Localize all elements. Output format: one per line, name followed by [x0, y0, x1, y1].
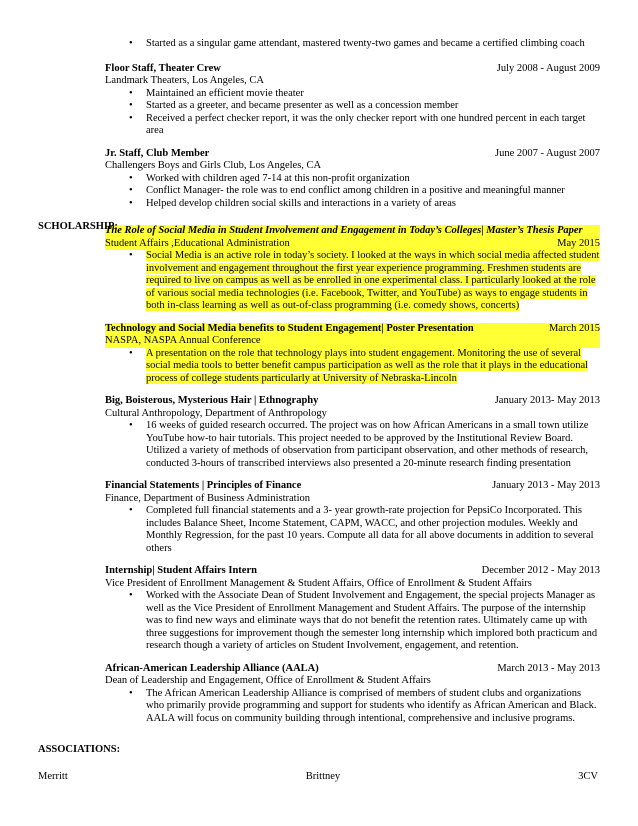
- list-item: • Started as a greeter, and became presenter as well as a concession member: [105, 100, 600, 113]
- entry-finance: [105, 480, 600, 555]
- entry-title: Financial Statements | Principles of Finance: [105, 480, 302, 491]
- entry-bullets: [105, 250, 600, 313]
- footer-last-name: Merritt: [38, 771, 68, 782]
- entry-bullets: [105, 505, 600, 555]
- entry-dates: May 2015: [557, 237, 600, 249]
- entry-org: Landmark Theaters, Los Angeles, CA: [105, 75, 265, 86]
- entry-jr-staff: [105, 148, 600, 211]
- footer-first-name: Brittney: [305, 771, 341, 782]
- highlighted-text: Social Media is an active role in today’s society. I looked at the ways in which social media affected student involvement and engagement throughout the first year experience programming. Freshmen students are required to live on campus as well as be enrolled in one experimental class. I particularly looked at the role of various social media technologies (i.e. Facebook, Twitter, and YouTube) as ways to engage students in both in-class learning as well as out-of-class programming (i.e. comedy shows, concerts): [146, 250, 600, 311]
- list-item: • 16 weeks of guided research occurred. The project was on how African Americans in a small town utilize YouTube how-to hair tutorials. This project needed to be approved by the Institutional Review Board. Utilized a variety of methods of observation from participant observation, and other methods of research, conducted 3-hours of transcribed interviews also presented a 20-minute research finding presentation: [105, 420, 600, 470]
- entry-org: NASPA, NASPA Annual Conference: [105, 335, 600, 348]
- entry-bullets: [105, 88, 600, 138]
- top-bullet-list: [105, 38, 600, 51]
- entry-org: Student Affairs ,Educational Administration: [105, 237, 290, 249]
- entry-org: Challengers Boys and Girls Club, Los Angeles, CA: [105, 160, 322, 171]
- entry-dates: June 2007 - August 2007: [495, 147, 600, 159]
- list-item: [105, 250, 600, 313]
- entry-bullets: [105, 590, 600, 653]
- page-footer: [38, 771, 598, 784]
- resume-body: [105, 38, 600, 735]
- entry-title: Jr. Staff, Club Member: [105, 147, 210, 159]
- entry-bullets: [105, 420, 600, 470]
- section-heading-associations: ASSOCIATIONS:: [38, 744, 121, 755]
- list-item: • Worked with the Associate Dean of Student Involvement and Engagement, the special projects Manager as well as the Vice President of Enrollment Management and Student Affairs. The purpose of the internship was to find new ways and eliminate ways that do not benefit the retention rates. Ultimately came up with three suggestions for improvement though the semester long internship which implored both practicum and research though a variety of articles on Student Involvement, engagement, and retention.: [105, 590, 600, 653]
- entry-org: Finance, Department of Business Administration: [105, 492, 311, 504]
- entry-title: The Role of Social Media in Student Involvement and Engagement in Today’s Colleges| Master’s Thesis Paper: [105, 225, 600, 238]
- list-item: • Helped develop children social skills and interactions in a variety of areas: [105, 198, 600, 211]
- entry-bullets: [105, 348, 600, 386]
- entry-thesis: [105, 225, 600, 313]
- entry-bullets: [105, 688, 600, 726]
- list-item: • Conflict Manager- the role was to end conflict among children in a positive and meaningful manner: [105, 185, 600, 198]
- list-item: • Completed full financial statements and a 3- year growth-rate projection for PepsiCo Incorporated. This includes Balance Sheet, Income Statement, CAPM, WACC, and other projection modules. Weekly and Monthly Regression, for the past 10 years. Compute all data for all above documents in addition to several others: [105, 505, 600, 555]
- list-item: • Received a perfect checker report, it was the only checker report with one hundred percent in each target area: [105, 113, 600, 138]
- section-heading-scholarship: SCHOLARSHIP:: [38, 221, 118, 232]
- entry-title: Big, Boisterous, Mysterious Hair | Ethnography: [105, 395, 319, 406]
- list-item: • The African American Leadership Alliance is comprised of members of student clubs and organizations who primarily provide programming and support for students who identify as African American and Black. AALA will focus on community building through intentional, comprehensive and inclusive programs.: [105, 688, 600, 726]
- entry-org: Vice President of Enrollment Management & Student Affairs, Office of Enrollment & Student Affairs: [105, 577, 532, 589]
- entry-internship: [105, 565, 600, 653]
- entry-title: Floor Staff, Theater Crew: [105, 62, 221, 74]
- entry-dates: March 2013 - May 2013: [497, 662, 600, 674]
- entry-dates: January 2013 - May 2013: [492, 480, 600, 491]
- highlighted-text: A presentation on the role that technology plays into student engagement. Monitoring the use of several social media tools to better benefit campus participation as well as the role that it plays in the educational process of college students particularly at University of Nebraska-Lincoln: [146, 347, 589, 384]
- entry-dates: March 2015: [548, 322, 600, 334]
- list-item: • Worked with children aged 7-14 at this non-profit organization: [105, 173, 600, 186]
- entry-hair-ethnography: [105, 395, 600, 470]
- entry-dates: December 2012 - May 2013: [481, 565, 600, 576]
- list-item: • Started as a singular game attendant, mastered twenty-two games and became a certified climbing coach: [105, 38, 600, 51]
- entry-dates: January 2013- May 2013: [494, 395, 600, 406]
- footer-page-label: 3CV: [578, 771, 598, 782]
- entry-title: Internship| Student Affairs Intern: [105, 565, 257, 576]
- entry-aala: [105, 663, 600, 726]
- entry-bullets: [105, 173, 600, 211]
- entry-floor-staff: [105, 63, 600, 138]
- entry-org: Cultural Anthropology, Department of Anthropology: [105, 407, 327, 419]
- list-item: [105, 348, 600, 386]
- entry-title: Technology and Social Media benefits to Student Engagement| Poster Presentation: [105, 322, 474, 334]
- list-item: • Maintained an efficient movie theater: [105, 88, 600, 101]
- entry-dates: July 2008 - August 2009: [496, 62, 600, 74]
- entry-org: Dean of Leadership and Engagement, Office of Enrollment & Student Affairs: [105, 675, 431, 686]
- entry-poster: [105, 323, 600, 386]
- entry-title: African-American Leadership Alliance (AALA): [105, 662, 319, 674]
